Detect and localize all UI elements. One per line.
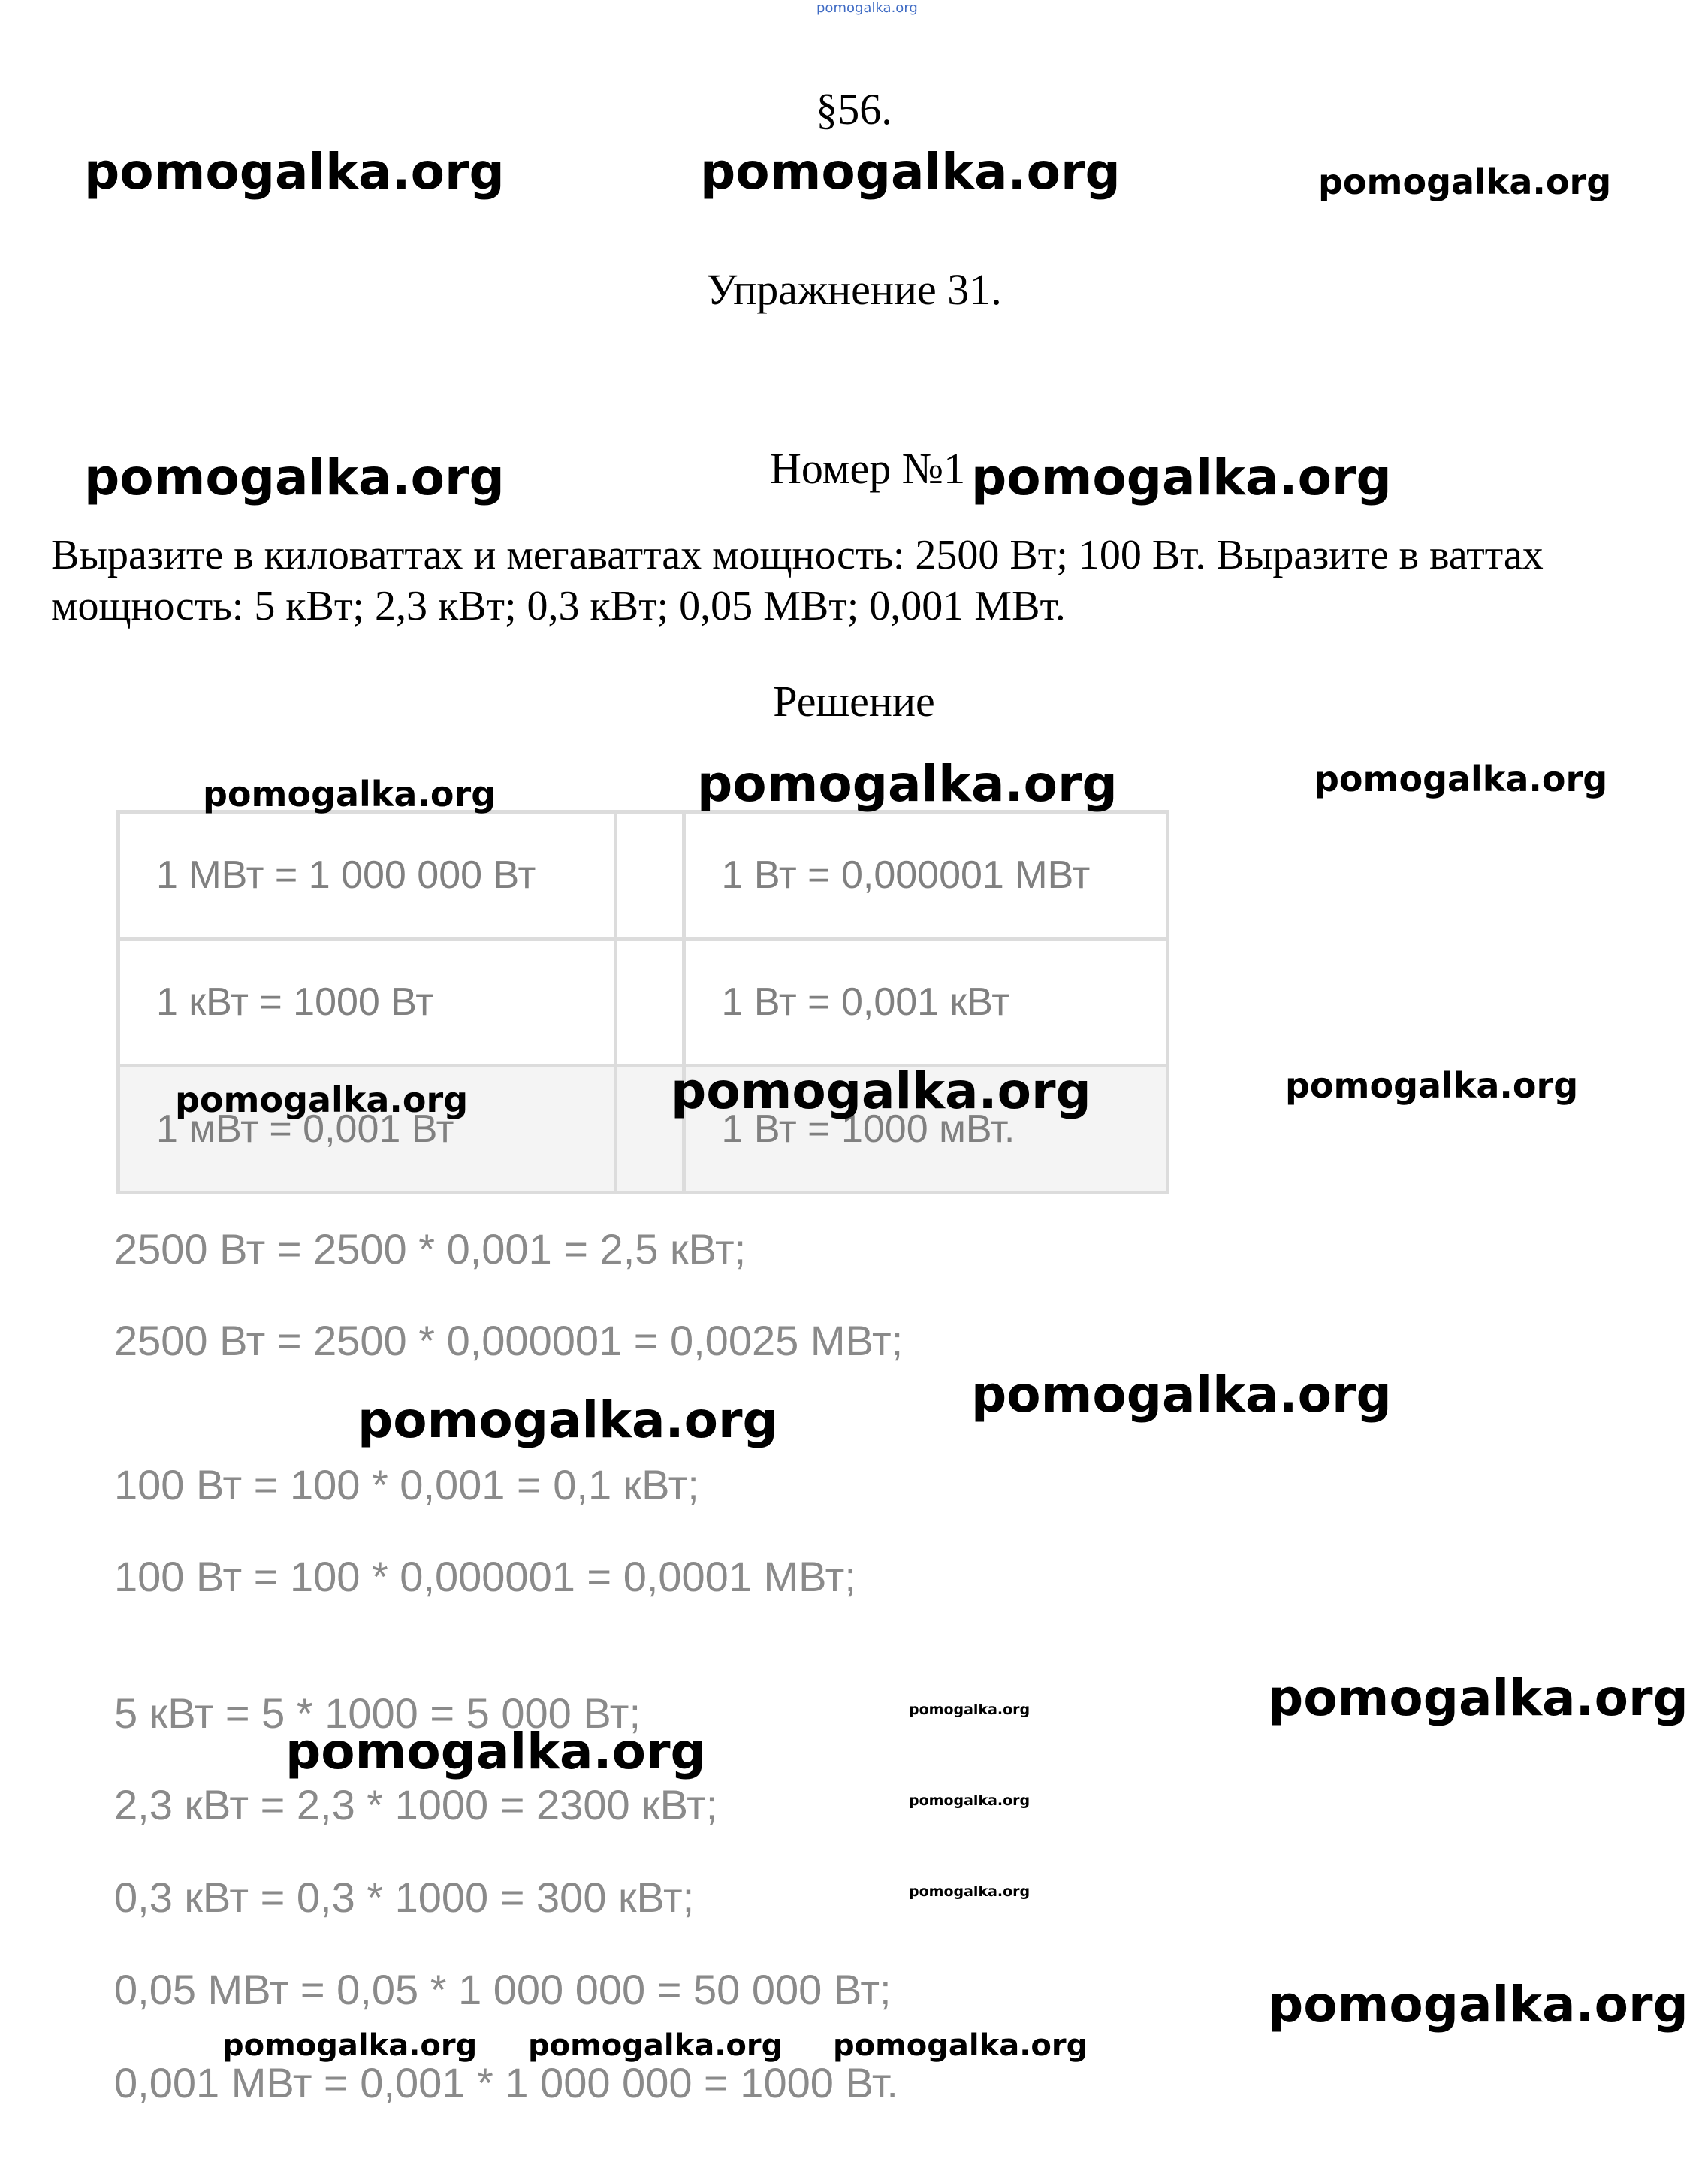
watermark: pomogalka.org (909, 1792, 1031, 1809)
problem-number: Номер №1 (770, 444, 966, 493)
table-row (119, 939, 1168, 1066)
watermark: pomogalka.org (528, 2028, 783, 2063)
watermark: pomogalka.org (971, 448, 1392, 506)
watermark: pomogalka.org (203, 774, 496, 814)
table-cell-left: 1 мВт = 0,001 Вт (119, 1066, 616, 1193)
watermark: pomogalka.org (1285, 1065, 1579, 1106)
calc-line: 100 Вт = 100 * 0,000001 = 0,0001 МВт; (114, 1553, 856, 1600)
table-cell-gap (615, 939, 684, 1066)
watermark: pomogalka.org (833, 2028, 1088, 2063)
watermark: pomogalka.org (671, 1062, 1091, 1120)
watermark: pomogalka.org (1318, 162, 1612, 202)
table-cell-left: 1 МВт = 1 000 000 Вт (119, 812, 616, 939)
exercise-heading: Упражнение 31. (706, 265, 1002, 314)
watermark: pomogalka.org (84, 143, 505, 201)
calc-line: 0,05 МВт = 0,05 * 1 000 000 = 50 000 Вт; (114, 1966, 892, 2013)
watermark: pomogalka.org (1268, 1976, 1688, 2034)
calc-line: 2,3 кВт = 2,3 * 1000 = 2300 кВт; (114, 1781, 718, 1828)
table-cell-gap (615, 812, 684, 939)
watermark: pomogalka.org (697, 755, 1118, 813)
watermark: pomogalka.org (222, 2028, 478, 2063)
calc-line: 100 Вт = 100 * 0,001 = 0,1 кВт; (114, 1461, 699, 1508)
watermark: pomogalka.org (971, 1366, 1392, 1424)
watermark: pomogalka.org (1314, 759, 1608, 799)
table-cell-right: 1 Вт = 0,000001 МВт (684, 812, 1167, 939)
watermark: pomogalka.org (84, 448, 505, 506)
watermark: pomogalka.org (285, 1723, 706, 1780)
watermark: pomogalka.org (358, 1391, 778, 1449)
table-cell-left: 1 кВт = 1000 Вт (119, 939, 616, 1066)
calc-line: 0,001 МВт = 0,001 * 1 000 000 = 1000 Вт. (114, 2059, 898, 2106)
calc-line: 5 кВт = 5 * 1000 = 5 000 Вт; (114, 1689, 641, 1737)
section-heading: §56. (816, 85, 892, 134)
site-tag-top: pomogalka.org (816, 0, 918, 16)
watermark: pomogalka.org (1268, 1669, 1688, 1727)
task-text: Выразите в киловаттах и мегаваттах мощность: 2500 Вт; 100 Вт. Выразите в ваттах мощность: 5 кВт; 2,3 кВт; 0,3 кВт; 0,05 МВт; 0,001 МВт. (51, 532, 1544, 630)
watermark: pomogalka.org (175, 1079, 469, 1120)
watermark: pomogalka.org (909, 1883, 1031, 1900)
watermark: pomogalka.org (909, 1701, 1031, 1718)
solution-heading: Решение (773, 677, 935, 726)
calc-line: 0,3 кВт = 0,3 * 1000 = 300 кВт; (114, 1874, 695, 1921)
table-cell-right: 1 Вт = 0,001 кВт (684, 939, 1167, 1066)
calc-line: 2500 Вт = 2500 * 0,000001 = 0,0025 МВт; (114, 1317, 904, 1364)
table-cell-right: 1 Вт = 1000 мВт. (684, 1066, 1167, 1193)
watermark: pomogalka.org (700, 143, 1121, 201)
calc-line: 2500 Вт = 2500 * 0,001 = 2,5 кВт; (114, 1225, 747, 1273)
table-row (119, 812, 1168, 939)
